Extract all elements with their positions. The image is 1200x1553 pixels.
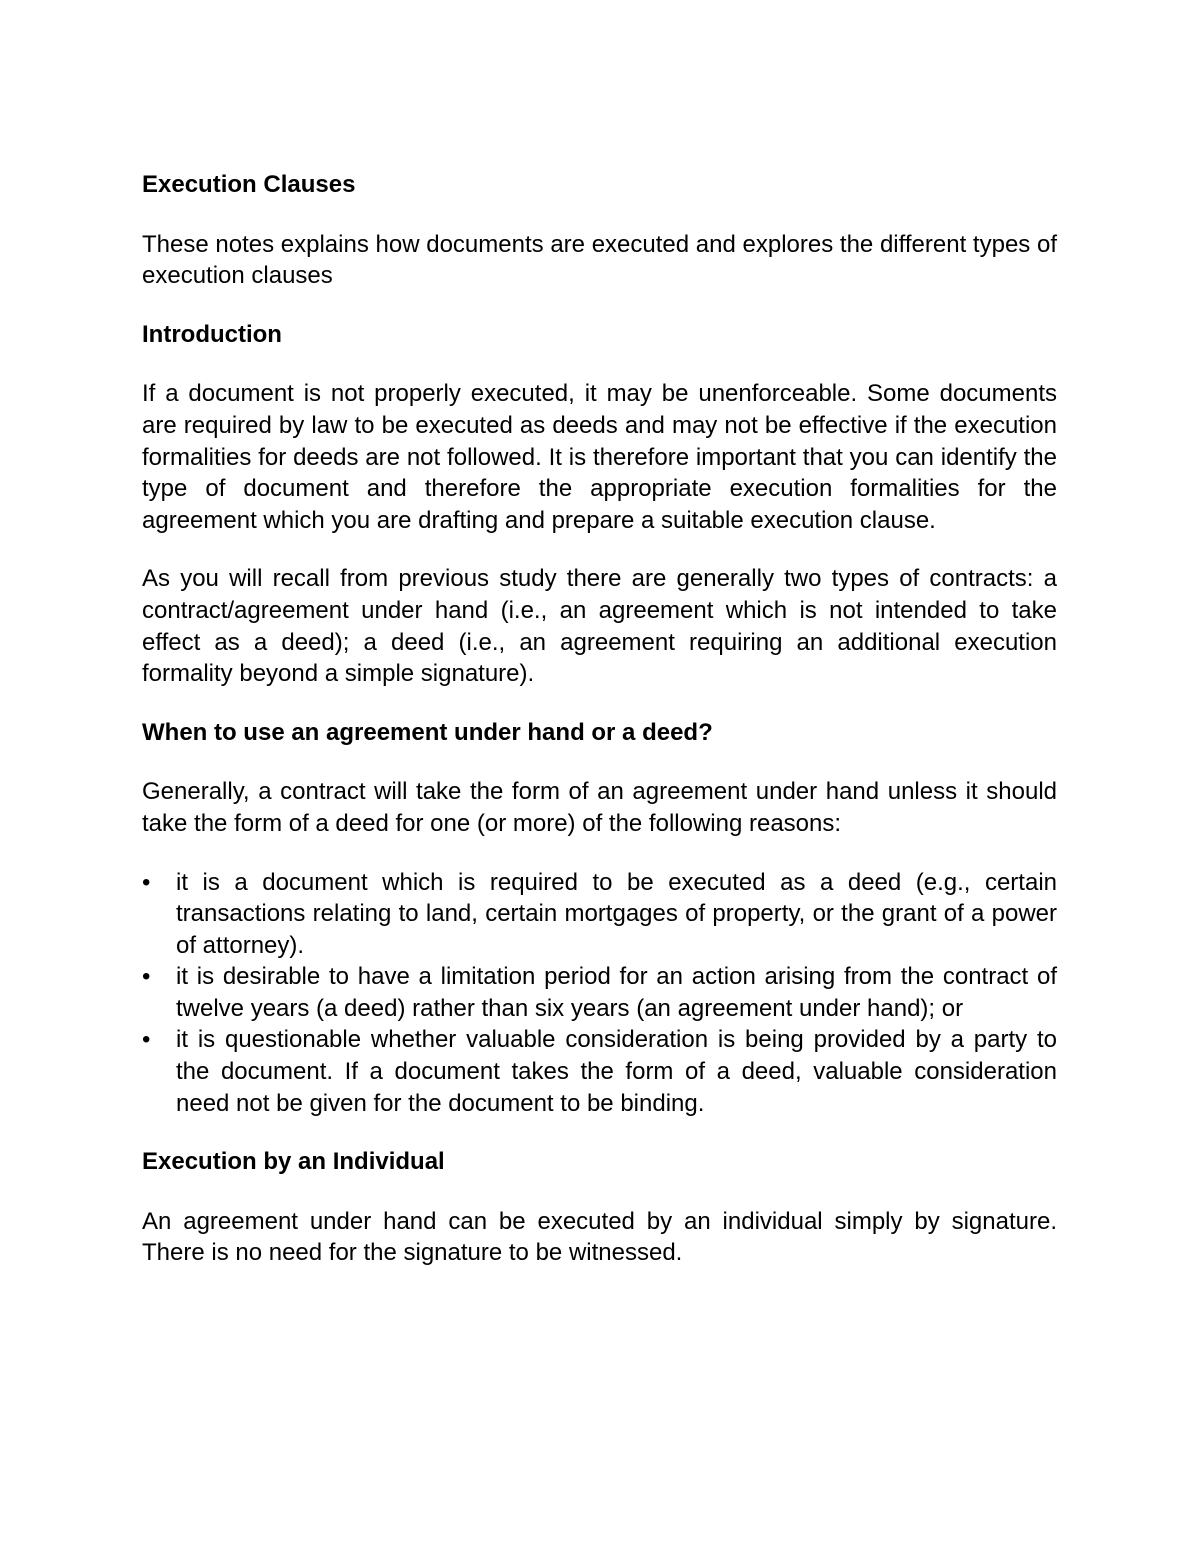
paragraph: As you will recall from previous study there are generally two types of contracts: a contract/agreement under hand (i.e., an agreement which is not intended to take effect as a deed); a deed (i.e., an agreement requiring an additional execution formality beyond a simple signature). (142, 565, 1057, 688)
heading-when-to-use: When to use an agreement under hand or a deed? (142, 718, 713, 746)
list-item (142, 961, 1057, 1024)
paragraph: Generally, a contract will take the form of an agreement under hand unless it should take the form of a deed for one (or more) of the following reasons: (142, 778, 1057, 837)
list-item-text: it is desirable to have a limitation period for an action arising from the contract of twelve years (a deed) rather than six years (an agreement under hand); or (176, 963, 1057, 1022)
bullet-icon: • (142, 1026, 151, 1054)
reasons-list (142, 867, 1057, 1120)
heading-introduction: Introduction (142, 320, 282, 348)
list-item-text: it is questionable whether valuable consideration is being provided by a party to the document. If a document takes the form of a deed, valuable consideration need not be given for the document to be binding. (176, 1026, 1057, 1117)
bullet-icon: • (142, 963, 151, 991)
bullet-icon: • (142, 868, 151, 896)
heading-execution-by-individual: Execution by an Individual (142, 1148, 445, 1176)
list-item-text: it is a document which is required to be executed as a deed (e.g., certain transactions relating to land, certain mortgages of property, or the grant of a power of attorney). (176, 868, 1057, 959)
list-item (142, 867, 1057, 962)
intro-paragraph: These notes explains how documents are executed and explores the different types of execution clauses (142, 230, 1057, 290)
list-item (142, 1024, 1057, 1119)
paragraph: If a document is not properly executed, it may be unenforceable. Some documents are required by law to be executed as deeds and may not be effective if the execution formalities for deeds are not followed. It is therefore important that you can identify the type of document and therefore the appropriate execution formalities for the agreement which you are drafting and prepare a suitable execution clause. (142, 380, 1057, 534)
document-title: Execution Clauses (142, 171, 356, 198)
paragraph: An agreement under hand can be executed by an individual simply by signature. There is no need for the signature to be witnessed. (142, 1207, 1057, 1267)
document-page (142, 169, 1057, 1296)
